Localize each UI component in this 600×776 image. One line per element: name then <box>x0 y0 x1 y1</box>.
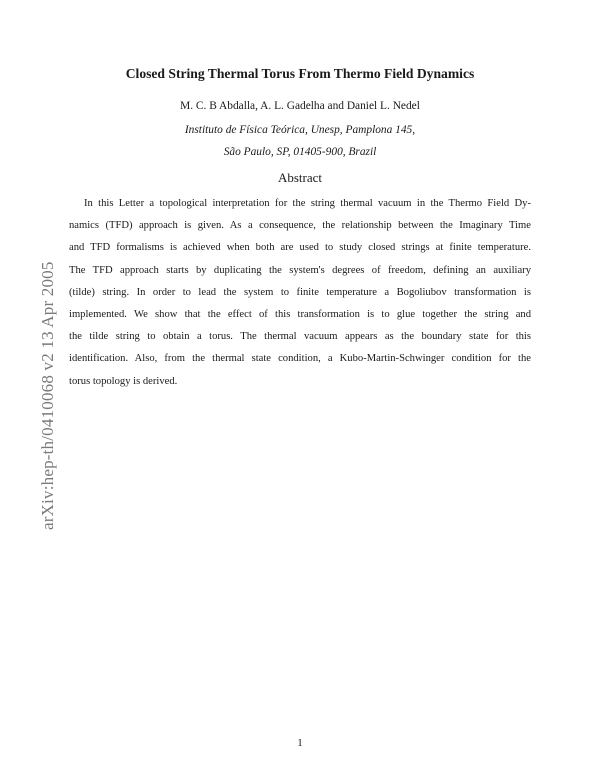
abstract-line: torus topology is derived. <box>69 375 178 387</box>
abstract-body <box>69 193 531 393</box>
abstract-line: the tilde string to obtain a torus. The thermal vacuum appears as the boundary state for this <box>69 331 531 343</box>
abstract-heading: Abstract <box>277 170 323 185</box>
affiliation-line-2: São Paulo, SP, 01405-900, Brazil <box>223 146 377 158</box>
paper-title: Closed String Thermal Torus From Thermo Field Dynamics <box>125 66 475 81</box>
arxiv-identifier[interactable]: arXiv:hep-th/0410068 v2 13 Apr 2005 <box>38 261 57 530</box>
abstract-line: The TFD approach starts by duplicating the system's degrees of freedom, defining an auxiliary <box>69 264 531 276</box>
abstract-line: (tilde) string. In order to lead the system to finite temperature a Bogoliubov transformation is <box>69 286 531 298</box>
abstract-line: namics (TFD) approach is given. As a consequence, the relationship between the Imaginary Time <box>69 220 531 232</box>
abstract-line: and TFD formalisms is achieved when both are used to study closed strings at finite temperature. <box>69 242 531 254</box>
abstract-line: In this Letter a topological interpretation for the string thermal vacuum in the Thermo Field Dy- <box>84 198 531 209</box>
affiliation-line-1: Instituto de Física Teórica, Unesp, Pamplona 145, <box>184 124 416 136</box>
page-number: 1 <box>297 737 303 749</box>
abstract-line: implemented. We show that the effect of this transformation is to glue together the string and <box>69 308 531 320</box>
abstract-line: identification. Also, from the thermal state condition, a Kubo-Martin-Schwinger condition for the <box>69 353 531 365</box>
author-list: M. C. B Abdalla, A. L. Gadelha and Daniel L. Nedel <box>180 100 420 112</box>
